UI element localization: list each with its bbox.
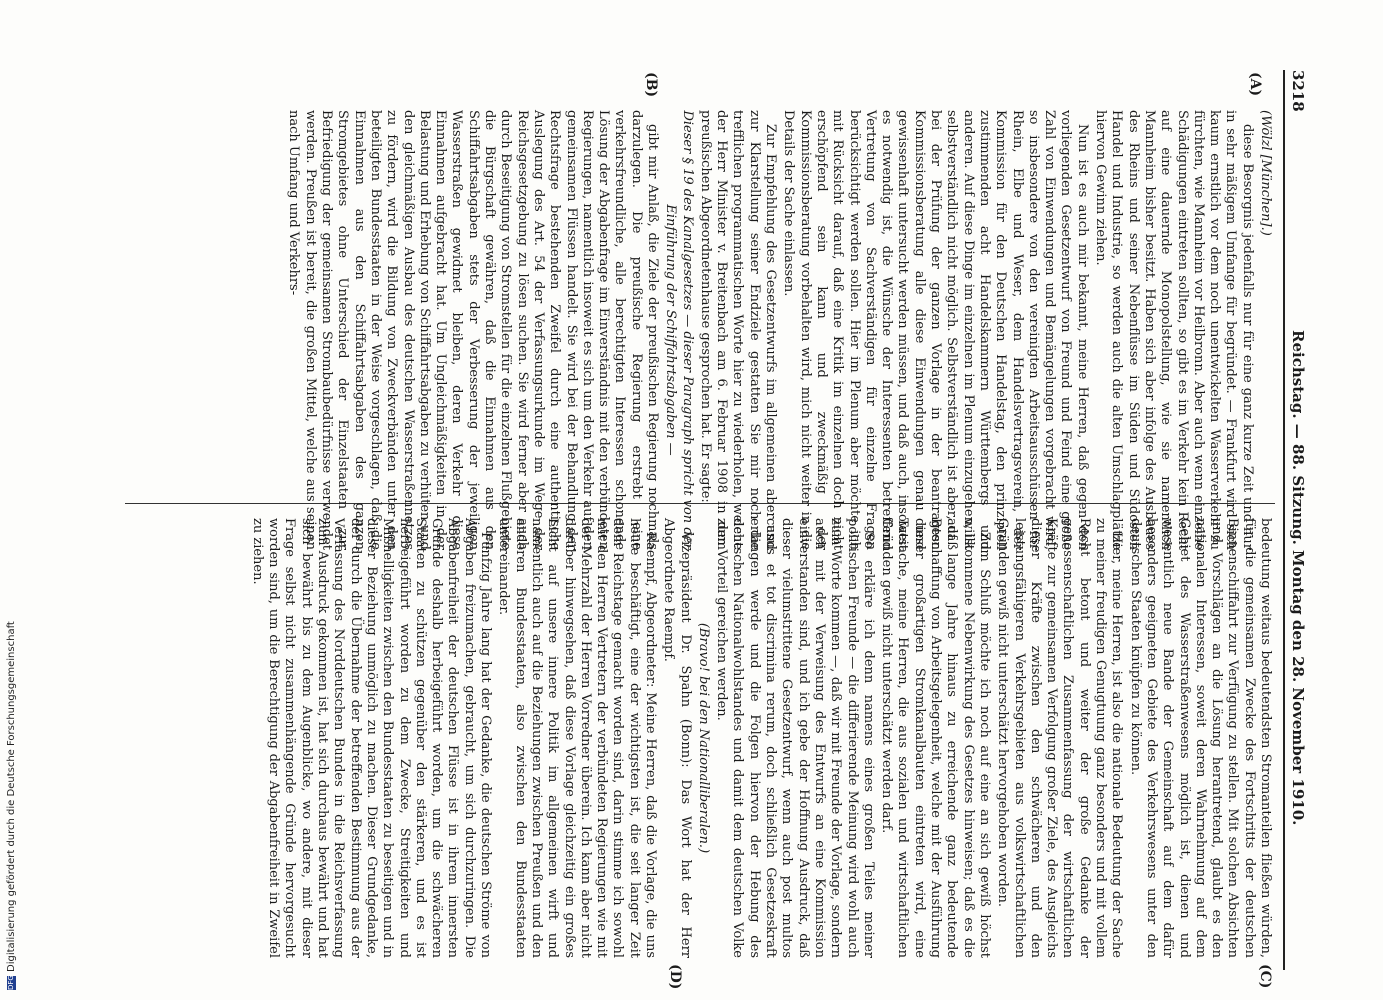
left-paragraph: diese Besorgnis jedenfalls nur für eine ganz kurze Zeit und nur in sehr mäßigem Umfange für begründet. — Frankfurt wird sich kaum ernstlich vor dem noch unentwickelten Wasserverkehr zu fürchten, wie Mannheim vor Heilbronn. Aber auch wenn einzelne Schädigungen eintreten sollten, so gibt es im Verkehr kein Recht auf eine dauernde Monopolstellung, wie sie namentlich Mannheim bisher besitzt. Haben sich aber infolge des Ausbaues des Rheins und seiner Nebenflüsse im Süden und Südosten Handel und Industrie, so werden auch die alten Umschlagplätze hiervon Gewinn ziehen. (1093, 110, 1255, 550)
right-paragraph: Raempf, Abgeordneter: Meine Herren, daß die Vorlage, die uns heute beschäftigt, eine der wichtigsten ist, die seit langer Zeit dem Reichstage gemacht worden sind, darin stimme ich sowohl mit den Herren Vertretern der verbündeten Regierungen wie mit der Mehrzahl der Herren Vorredner überein. Ich kann aber nicht darüber hinwegsehen, daß diese Vorlage gleichzeitig ein großes Licht auf unsere innere Politik im allgemeinen wirft und namentlich auch auf die Beziehungen zwischen Preußen und den anderen Bundesstaaten, also zwischen den Bundesstaaten untereinander. (496, 518, 659, 958)
applause-note: (Bravo! bei den Nationalliberalen.) (695, 622, 711, 854)
margin-marker-c: (C) (1257, 964, 1273, 989)
dfg-logo-icon: DFG (6, 975, 15, 990)
footer-text-wrap (6, 0, 17, 990)
margin-marker-a: (A) (1247, 72, 1263, 97)
left-column (283, 110, 1273, 550)
left-paragraph: Nun ist es auch mir bekannt, meine Herren, daß gegen den vorliegenden Gesetzentwurf von Freund und Feind eine große Zahl von Einwendungen und Bemängelungen vorgebracht wird, so insbesondere von den vereinigten Arbeitsausschüssen für Rhein, Elbe und Weser, dem Handelsvertragsverein, der Kommission für den Deutschen Handelstag, den prinzipiell zustimmenden acht Handelskammern Württembergs und anderen. Auf diese Dinge im einzelnen im Plenum einzugehen, ist selbstverständlich nicht möglich. Selbstverständlich ist aber, daß bei der Prüfung der ganzen Vorlage in der beantragten Kommissionsberatung alle diese Einwendungen genau und gewissenhaft untersucht werden müssen, und daß auch, insoweit es notwendig ist, die Wünsche der Interessenten betreffend Vertretung von Sachverständigen für einzelne Fragen berücksichtigt werden sollen. Hier im Plenum aber möchte ich mit Rücksicht darauf, daß eine Kritik im einzelnen doch nicht erschöpfend sein kann und zweckmäßig der Kommissionsberatung vorbehalten wird, mich nicht weiter in die Details der Sache einlassen. (781, 110, 1090, 550)
footer-credit (6, 0, 20, 1000)
right-column (247, 518, 1273, 958)
margin-marker-b: (B) (643, 72, 659, 98)
right-paragraph: bedeutung weitaus bedeutendsten Stromanteilen fließen würden, für die gemeinsamen Zwecke des Fortschritts der deutschen Binnenschiffahrt zur Verfügung zu stellen. Mit solchen Absichten und Vorschlägen an die Lösung herantretend, glaubt es den nationalen Interessen, soweit deren Wahrnehmung auf dem Gebiet des Wasserstraßenwesens möglich ist, dienen und wesentlich neue Bande der Gemeinschaft auf dem dafür besonders geeigneten Gebiete des Verkehrswesens unter den deutschen Staaten knüpfen zu können. (1127, 518, 1273, 958)
right-paragraph: Zum Schluß möchte ich noch auf eine an sich gewiß höchst willkommene Nebenwirkung des Gesetzes hinweisen; daß es die auf lange Jahre hinaus zu erreichende ganz bedeutende Beschaffung von Arbeitsgelegenheit, welche mit der Ausführung dieser großartigen Stromkanalbauten eintreten wird, eine Tatsache, meine Herren, die aus sozialen und wirtschaftlichen Gründen gewiß nicht unterschätzt werden darf. (879, 518, 992, 958)
page-header (1283, 70, 1309, 970)
right-paragraph: Vizepräsident Dr. Spahn (Bonn): Das Wort hat der Herr Abgeordnete Raempf. (661, 518, 693, 958)
speaker-tag: (Wölzl [München].) (1258, 110, 1273, 236)
session-title: Reichstag. — 88. Sitzung. Montag den 28. November 1910. (1289, 330, 1307, 826)
funding-credit: Digitalisierung gefördert durch die Deutsche Forschungsgemeinschaft (6, 621, 17, 972)
left-quote-intro: Dieser § 19 des Kanalgesetzes — dieser Paragraph spricht von der Einführung der Schiffahrtsabgaben — (663, 110, 695, 550)
margin-marker-d: (D) (667, 964, 683, 990)
right-paragraph: Hier, meine Herren, ist also die nationale Bedeutung der Sache zu meiner freudigen Genugtuung ganz besonders und mit vollem Recht betont und weiter der große Gedanke der genossenschaftlichen Zusammenfassung der wirtschaftlichen Kräfte zur gemeinsamen Verfolgung großer Ziele, des Ausgleichs dieser Kräfte zwischen den schwächeren und den leistungsfähigeren Verkehrsgebieten aus volkswirtschaftlichen Gründen gewiß nicht unterschätzt hervorgehoben worden. (995, 518, 1125, 958)
left-paragraph: Zur Empfehlung des Gesetzentwurfs im allgemeinen aber und zur Klarstellung seiner Endziele gestatten Sie mir noch die trefflichen programmatischen Worte hier zu wiederholen, welche der Herr Minister v. Breitenbach am 6. Februar 1908 in dem preußischen Abgeordnetenhause gesprochen hat. Er sagte: (697, 110, 779, 550)
page-number: 3218 (1289, 70, 1307, 112)
left-paragraph: gibt mir Anlaß, die Ziele der preußischen Regierung nochmals darzulegen. Die preußische Regierung erstrebt eine verkehrsfreundliche, alle berechtigten Interessen schonende Lösung der Abgabenfrage im Einverständnis mit den verbündeten Regierungen, namentlich insoweit es sich um den Verkehr auf den gemeinsamen Flüssen handelt. Sie wird bei der Behandlung der Rechtsfrage bestehenden Zweifel durch eine authentische Auslegung des Art. 54 der Verfassungsurkunde im Wege der Reichsgesetzgebung zu lösen suchen. Sie wird ferner aber auch durch Beseitigung von Stromstellen für die einzelnen Flußgebiete die Bürgschaft gewähren, daß die Einnahmen aus den Schiffahrtsabgaben stets der Verbesserung der jeweiligen Wasserstraßen gewidmet bleiben, deren Verkehr diese Einnahmen aufgebracht hat. Um Ungleichmäßigkeiten in der Belastung und Erhebung von Schiffahrtsabgaben zu verhüten und den gleichmäßigen Ausbau des deutschen Wasserstraßennetzes zu fördern, wird die Bildung von Zweckverbänden unter den beteiligten Bundesstaaten in der Weise vorgeschlagen, daß die Einnahmen aus den Schiffahrtsabgaben des ganzen Stromgebietes ohne Unterschied der Einzelstaaten zur Befriedigung der gemeinsamen Strombaubedürfnisse verwendet werden. Preußen ist bereit, die großen Mittel, welche aus seinen nach Umfang und Verkehrs- (286, 110, 661, 550)
right-paragraph: Fünfzig Jahre lang hat der Gedanke, die deutschen Ströme von Abgaben freizumachen, gebraucht, um sich durchzuringen. Die Abgabenfreiheit der deutschen Flüsse ist in ihrem innersten Grunde deshalb herbeigeführt worden, um die schwächeren Staaten zu schützen gegenüber den stärkeren, und es ist herbeigeführt worden zu dem Zwecke, Streitigkeiten und Mißhelligkeiten zwischen den Bundesstaaten zu beseitigen und in dieser Beziehung unmöglich zu machen. Dieser Grundgedanke, der durch die Übernahme der betreffenden Bestimmung aus der Verfassung des Norddeutschen Bundes in die Reichsverfassung zum Ausdruck gekommen ist, hat sich durchaus bewährt und hat sich bewährt bis zu dem Augenblicke, wo andere, mit dieser Frage selbst nicht zusammenhängende Gründe hervorgesucht worden sind, um die Berechtigung der Abgabenfreiheit in Zweifel zu ziehen. (249, 518, 494, 958)
right-paragraph: So erkläre ich denn namens eines großen Teiles meiner politischen Freunde — die differierende Meinung wird wohl auch zum Worte kommen —, daß wir mit Freunde der Vorlage, sondern auch mit der Verweisung des Entwurfs an eine Kommission einverstanden sind, und ich gebe der Hoffnung Ausdruck, daß dieser vielumstrittene Gesetzentwurf, wenn auch post multos casus et tot discrimina rerum, doch schließlich Gesetzeskraft erlangen werde und die Folgen hiervon der Hebung des deutschen Nationalwohlstandes und damit dem deutschen Volke zum Vorteil gereichen werden. (714, 518, 876, 958)
